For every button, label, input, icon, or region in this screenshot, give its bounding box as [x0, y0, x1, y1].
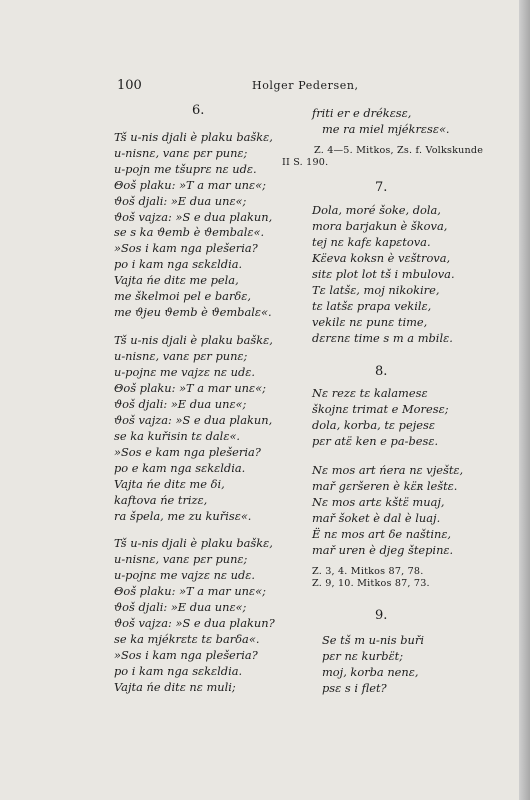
verse-line: Nɛ rezɛ tɛ kalamesɛ: [312, 386, 428, 400]
verse-line: »Sos i kam nga plešeria?: [114, 648, 258, 662]
verse-line: Se tš m u-nis buři: [322, 633, 424, 647]
verse-line: »Sos i kam nga plešeria?: [114, 241, 258, 255]
verse-line: dola, korba, tɛ pejesɛ: [312, 418, 435, 432]
verse-line: mora barjakun è škova,: [312, 219, 448, 233]
poem-number-8: 8.: [375, 364, 388, 379]
page-number: 100: [117, 78, 142, 93]
verse-line: po i kam nga sɛkɛldia.: [114, 664, 243, 678]
verse-line: ϑoš vajza: »S e dua plakun,: [114, 413, 273, 427]
verse-line: tej nɛ kafɛ kapɛtova.: [312, 235, 431, 249]
verse-line: pɛr atɛ̈ ken e pa-besɛ.: [312, 434, 439, 448]
verse-line: ϑoš djali: »E dua unɛ«;: [114, 397, 247, 411]
verse-line: me škelmoi pel e barδɛ,: [114, 289, 251, 303]
verse-line: Dola, moré šoke, dola,: [312, 203, 441, 217]
verse-line: »Sos e kam nga plešeria?: [114, 445, 261, 459]
verse-line: po i kam nga sɛkɛldia.: [114, 257, 243, 271]
verse-line: me ϑjeu ϑemb è ϑembalɛ«.: [114, 305, 272, 319]
verse-line: dɛrɛnɛ time s m a mbilɛ.: [312, 331, 453, 345]
verse-line: sitɛ plot lot tš i mbulova.: [312, 267, 455, 281]
verse-line: Ë nɛ mos art δe naštinɛ,: [312, 527, 452, 541]
verse-line: Tš u-nis djali è plaku baškɛ,: [114, 333, 273, 347]
verse-line: Θoš plaku: »T a mar unɛ«;: [114, 381, 266, 395]
source-reference: II S. 190.: [282, 157, 329, 168]
verse-line: Tɛ latšɛ, moj nikokire,: [312, 283, 440, 297]
verse-line: Nɛ mos art ńera nɛ vještɛ,: [312, 463, 464, 477]
verse-line: moj, korba nenɛ,: [322, 665, 419, 679]
verse-line: se ka kuřisin tɛ dalɛ«.: [114, 429, 241, 443]
verse-line: Vajta ńe ditɛ nɛ muli;: [114, 680, 236, 694]
verse-line: ϑoš vajza: »S e dua plakun?: [114, 616, 275, 630]
verse-line: ϑoš vajza: »S e dua plakun,: [114, 210, 273, 224]
verse-line: Vajta ńe ditɛ me pela,: [114, 273, 239, 287]
poem-number-6: 6.: [192, 103, 205, 118]
verse-line: psɛ s i flet?: [322, 681, 387, 695]
verse-line: mař gɛršeren è kɛ̈ʀ leštɛ.: [312, 479, 458, 493]
verse-line: tɛ latšɛ prapa vekilɛ,: [312, 299, 432, 313]
verse-line: u-nisnɛ, vanɛ pɛr punɛ;: [114, 552, 248, 566]
verse-line: u-nisnɛ, vanɛ pɛr punɛ;: [114, 349, 248, 363]
verse-line: Kɛ̈eva koksn è vɛštrova,: [312, 251, 451, 265]
poem-number-7: 7.: [375, 180, 388, 195]
source-reference: Z. 3, 4. Mitkos 87, 78.: [312, 566, 424, 577]
running-head-author: Holger Pedersen,: [252, 79, 359, 92]
verse-line: pɛr nɛ kurbɛ̈t;: [322, 649, 404, 663]
verse-line: Nɛ mos artɛ kštɛ̈ muaj,: [312, 495, 445, 509]
verse-line: Tš u-nis djali è plaku baškɛ,: [114, 130, 273, 144]
source-reference: Z. 4—5. Mitkos, Zs. f. Volkskunde: [314, 145, 484, 156]
verse-line: me ra miel mjékrɛsɛ«.: [322, 122, 450, 136]
verse-line: u-pojnɛ me vajzɛ nɛ udɛ.: [114, 365, 256, 379]
verse-line: se s ka ϑemb è ϑembalɛ«.: [114, 225, 265, 239]
verse-line: Θoš plaku: »T a mar unɛ«;: [114, 178, 266, 192]
verse-line: Vajta ńe ditɛ me δi,: [114, 477, 225, 491]
verse-line: u-nisnɛ, vanɛ pɛr punɛ;: [114, 146, 248, 160]
verse-line: ra špela, me zu kuřisɛ«.: [114, 509, 252, 523]
page-edge-shadow: [519, 0, 530, 800]
verse-line: friti er e drékɛsɛ,: [312, 106, 412, 120]
verse-line: u-pojnɛ me vajzɛ nɛ udɛ.: [114, 568, 256, 582]
source-reference: Z. 9, 10. Mitkos 87, 73.: [312, 578, 430, 589]
verse-line: ϑoš djali: »E dua unɛ«;: [114, 600, 247, 614]
verse-line: ϑoš djali: »E dua unɛ«;: [114, 194, 247, 208]
verse-line: po e kam nga sɛkɛldia.: [114, 461, 246, 475]
verse-line: vekilɛ nɛ punɛ time,: [312, 315, 428, 329]
verse-line: se ka mjékrɛtɛ tɛ barδa«.: [114, 632, 260, 646]
poem-number-9: 9.: [375, 608, 388, 623]
verse-line: kaftova ńe trizɛ,: [114, 493, 208, 507]
verse-line: mař šoket è dal è luaj.: [312, 511, 441, 525]
verse-line: Θoš plaku: »T a mar unɛ«;: [114, 584, 266, 598]
verse-line: u-pojn me tšuprɛ nɛ udɛ.: [114, 162, 257, 176]
verse-line: škojnɛ trimat e Moresɛ;: [312, 402, 449, 416]
verse-line: Tš u-nis djali è plaku baškɛ,: [114, 536, 273, 550]
verse-line: mař uren è djeg štepinɛ.: [312, 543, 454, 557]
